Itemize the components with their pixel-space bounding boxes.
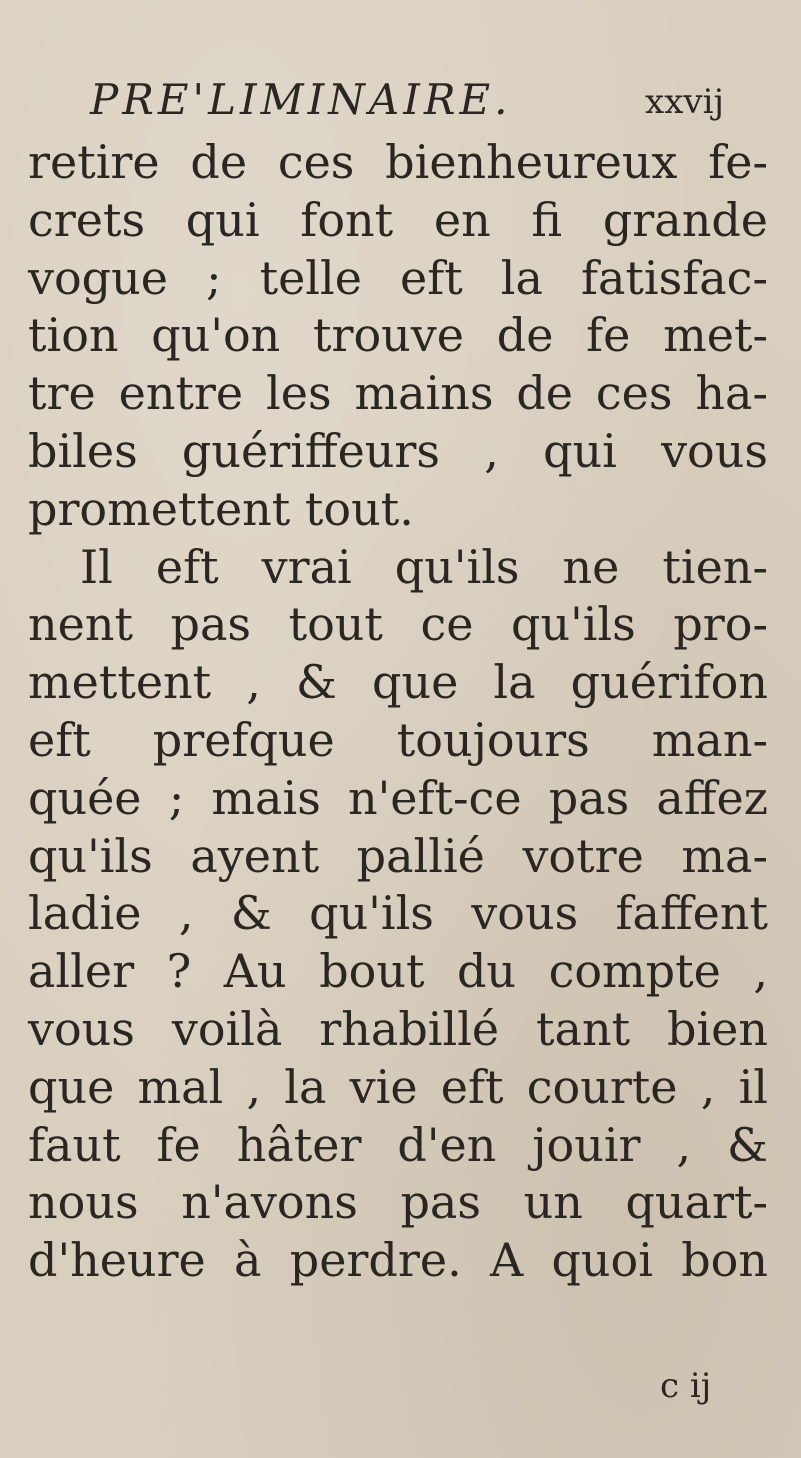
text-line: promettent tout. [28,481,414,536]
text-line: eft prefque toujours man- [28,712,768,767]
paragraph-start-line: Il eft vrai qu'ils ne tien- [80,539,768,594]
text-line: crets qui font en fi grande [28,192,768,247]
page-number: xxvij [645,82,724,122]
running-title: PRE'LIMINAIRE. [90,75,512,124]
text-line: mettent , & que la guérifon [28,655,768,710]
text-line: quée ; mais n'eft-ce pas affez [28,770,768,825]
text-line: vous voilà rhabillé tant bien [28,1001,768,1056]
text-line: d'heure à perdre. A quoi bon [28,1233,768,1288]
text-line: nous n'avons pas un quart- [28,1175,768,1230]
signature-mark: c ij [660,1366,712,1406]
text-line: retire de ces bienheureux fe- [28,135,768,189]
text-line: tion qu'on trouve de fe met- [28,308,768,363]
text-line: faut fe hâter d'en jouir , & [28,1117,768,1172]
text-line: biles guériffeurs , qui vous [28,423,768,478]
text-line: tre entre les mains de ces ha- [28,366,768,421]
text-line: vogue ; telle eft la fatisfac- [28,250,768,305]
text-line: aller ? Au bout du compte , [28,944,768,999]
running-header [90,72,730,128]
text-line: qu'ils ayent pallié votre ma- [28,828,768,883]
text-line: que mal , la vie eft courte , il [28,1059,768,1114]
body-text [28,134,768,1290]
text-line: ladie , & qu'ils vous faffent [28,886,768,941]
text-line: nent pas tout ce qu'ils pro- [28,597,768,652]
